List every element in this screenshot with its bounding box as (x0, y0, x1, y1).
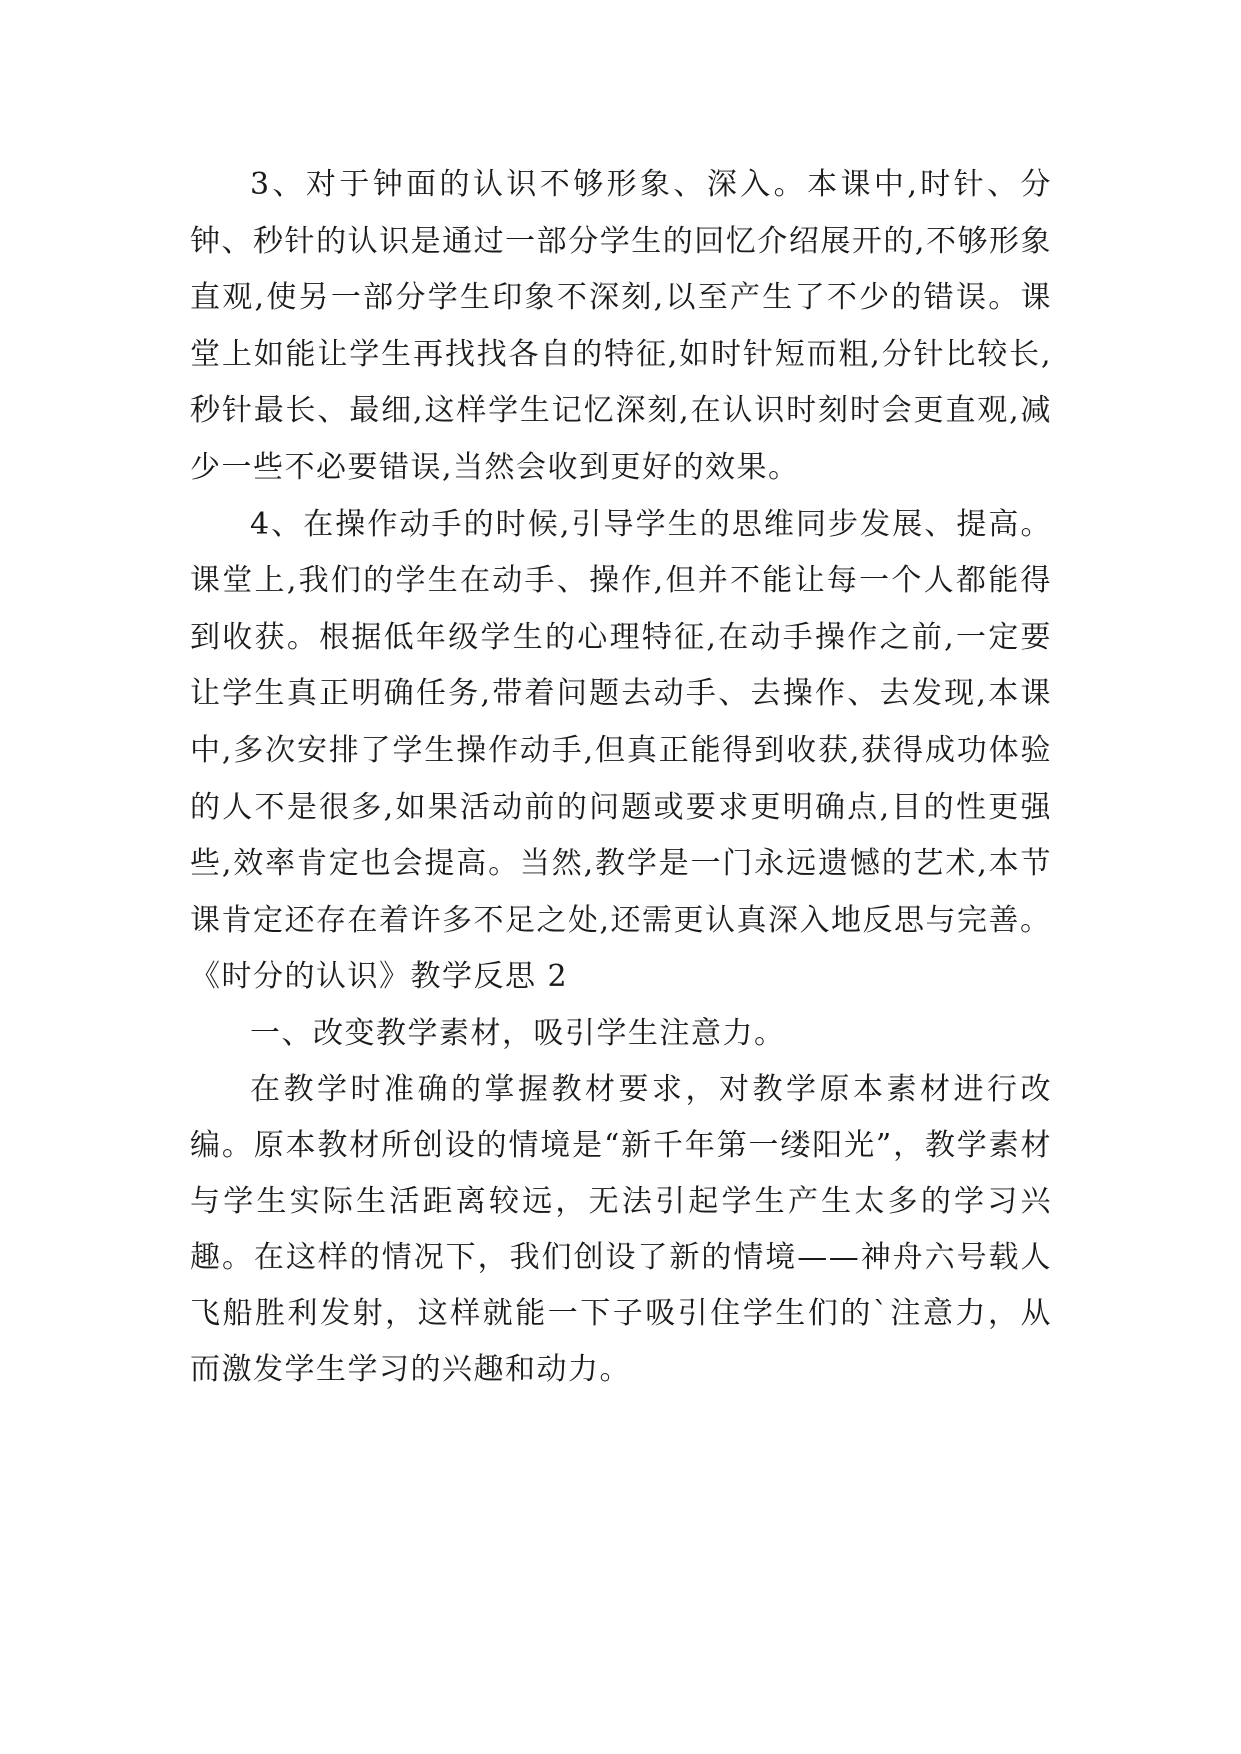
paragraph-clock-face: 3、对于钟面的认识不够形象、深入。本课中,时针、分钟、秒针的认识是通过一部分学生的回忆介绍展开的,不够形象直观,使另一部分学生印象不深刻,以至产生了不少的错误。课堂上如能让学生再找找各自的特征,如时针短而粗,分针比较长,秒针最长、最细,这样学生记忆深刻,在认识时刻时会更直观,减少一些不必要错误,当然会收到更好的效果。 (190, 167, 1052, 485)
document-body (190, 157, 1052, 1398)
paragraph-material-adaptation: 在教学时准确的掌握教材要求，对教学原本素材进行改编。原本教材所创设的情境是“新千年第一缕阳光”，教学素材与学生实际生活距离较远，无法引起学生产生太多的学习兴趣。在这样的情况下，我们创设了新的情境——神舟六号载人飞船胜利发射，这样就能一下子吸引住学生们的`注意力，从而激发学生学习的兴趣和动力。 (190, 1071, 1052, 1387)
section-title: 《时分的认识》教学反思 2 (190, 959, 569, 995)
paragraph-hands-on-operation: 4、在操作动手的时候,引导学生的思维同步发展、提高。课堂上,我们的学生在动手、操作,但并不能让每一个人都能得到收获。根据低年级学生的心理特征,在动手操作之前,一定要让学生真正明确任务,带着问题去动手、去操作、去发现,本课中,多次安排了学生操作动手,但真正能得到收获,获得成功体验的人不是很多,如果活动前的问题或要求更明确点,目的性更强些,效率肯定也会提高。当然,教学是一门永远遗憾的艺术,本节课肯定还存在着许多不足之处,还需更认真深入地反思与完善。 (190, 506, 1052, 938)
paragraph-heading-material: 一、改变教学素材，吸引学生注意力。 (250, 1015, 786, 1051)
